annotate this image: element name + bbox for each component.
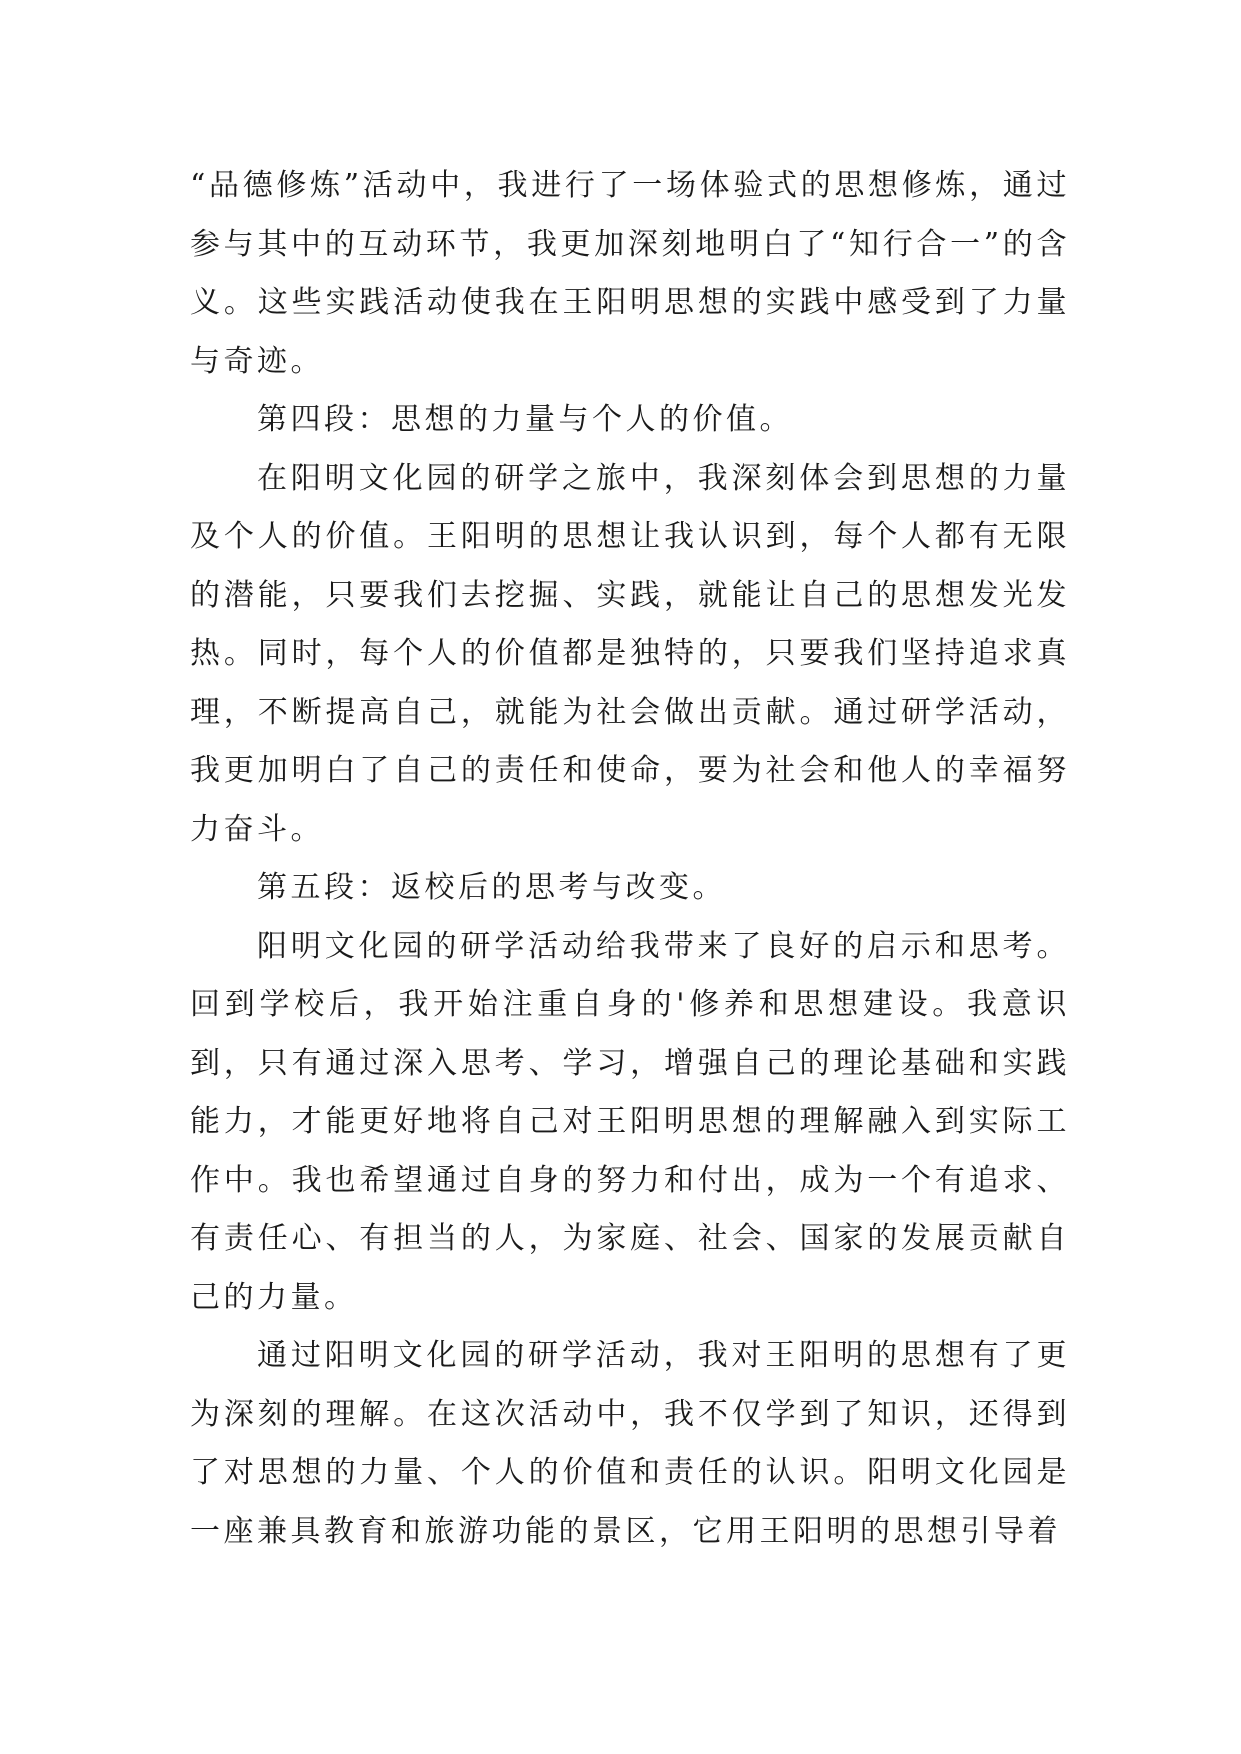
section-heading-4: 第四段：思想的力量与个人的价值。 (257, 402, 793, 437)
paragraph-section-4: 在阳明文化园的研学之旅中，我深刻体会到思想的力量及个人的价值。王阳明的思想让我认识到，每个人都有无限的潜能，只要我们去挖掘、实践，就能让自己的思想发光发热。同时，每个人的价值都是独特的，只要我们坚持追求真理，不断提高自己，就能为社会做出贡献。通过研学活动，我更加明白了自己的责任和使命，要为社会和他人的幸福努力奋斗。 (190, 460, 1070, 847)
paragraph-section-5: 阳明文化园的研学活动给我带来了良好的启示和思考。回到学校后，我开始注重自身的'修养和思想建设。我意识到，只有通过深入思考、学习，增强自己的理论基础和实践能力，才能更好地将自己对王阳明思想的理解融入到实际工作中。我也希望通过自身的努力和付出，成为一个有追求、有责任心、有担当的人，为家庭、社会、国家的发展贡献自己的力量。 (190, 928, 1070, 1315)
document-body (190, 157, 1070, 1561)
paragraph-conclusion: 通过阳明文化园的研学活动，我对王阳明的思想有了更为深刻的理解。在这次活动中，我不仅学到了知识，还得到了对思想的力量、个人的价值和责任的认识。阳明文化园是一座兼具教育和旅游功能的景区，它用王阳明的思想引导着 (190, 1338, 1070, 1549)
section-heading-5: 第五段：返校后的思考与改变。 (257, 870, 726, 905)
paragraph-continuation: “品德修炼”活动中，我进行了一场体验式的思想修炼，通过参与其中的互动环节，我更加深刻地明白了“知行合一”的含义。这些实践活动使我在王阳明思想的实践中感受到了力量与奇迹。 (190, 168, 1070, 379)
